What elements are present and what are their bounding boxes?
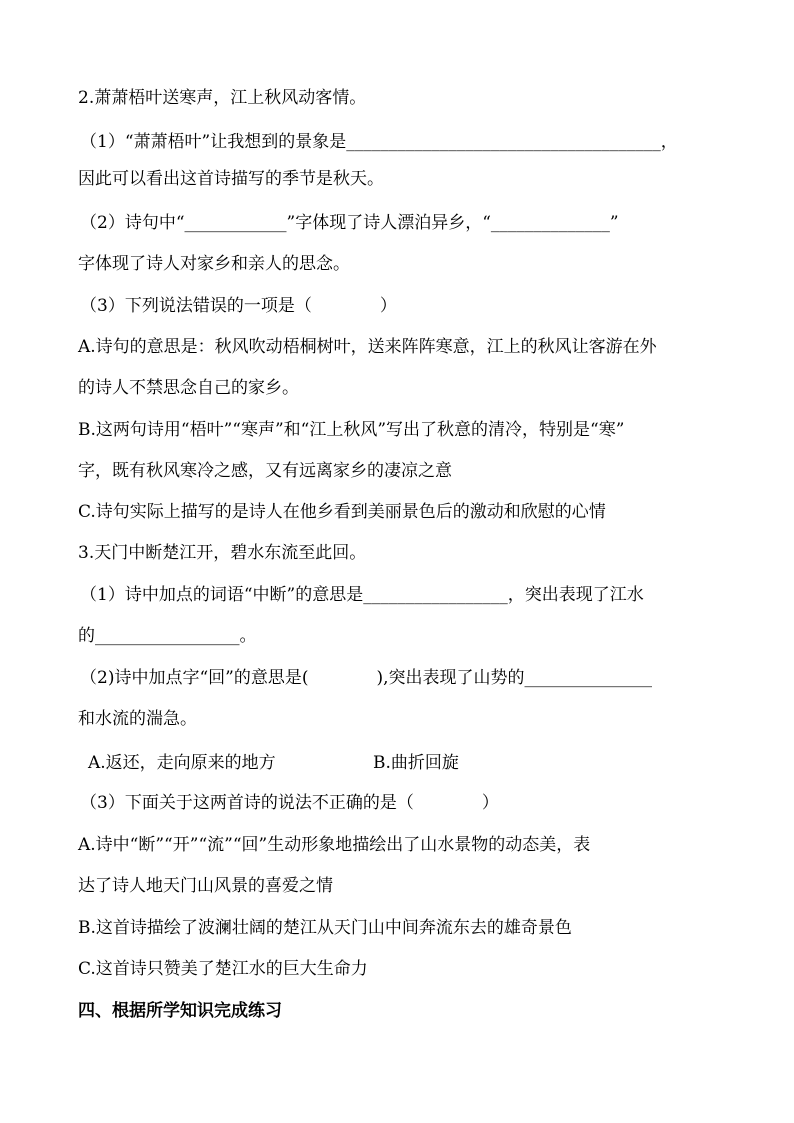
question-3-option-c: C.这首诗只赞美了楚江水的巨大生命力 [78,959,368,979]
question-2-part-1-cont: 因此可以看出这首诗描写的季节是秋天。 [78,169,384,189]
question-3-part-3: （3）下面关于这两首诗的说法不正确的是（ ） [80,793,499,813]
question-2-part-1: （1）“萧萧梧叶”让我想到的景象是_____________________________________， [80,132,678,152]
question-3-part-2: （2)诗中加点字“回”的意思是( ),突出表现了山势的_______________ [80,668,652,688]
question-3-poem-line: 3.天门中断楚江开，碧水东流至此回。 [78,543,367,563]
question-2-option-b-cont: 字，既有秋风寒冷之感，又有远离家乡的凄凉之意 [78,461,452,481]
question-2-part-2-cont: 字体现了诗人对家乡和亲人的思念。 [78,254,350,274]
question-2-option-a: A.诗句的意思是：秋风吹动梧桐树叶，送来阵阵寒意，江上的秋风让客游在外 [78,337,657,357]
question-2-option-a-cont: 的诗人不禁思念自己的家乡。 [78,378,299,398]
question-3-option-b: B.这首诗描绘了波澜壮阔的楚江从天门山中间奔流东去的雄奇景色 [78,918,572,938]
question-3-part-1-cont: 的_________________。 [78,626,257,646]
option-a: A.返还，走向原来的地方 [88,753,276,773]
question-3-part-2-cont: 和水流的湍急。 [78,709,197,729]
question-2-part-2: （2）诗句中“____________”字体现了诗人漂泊异乡，“______________” [80,213,619,233]
section-heading: 四、根据所学知识完成练习 [78,1001,282,1021]
question-2-option-b: B.这两句诗用“梧叶”“寒声”和“江上秋风”写出了秋意的清冷，特别是“寒” [78,420,625,440]
question-2-poem-line: 2.萧萧梧叶送寒声，江上秋风动客情。 [78,88,367,108]
option-b: B.曲折回旋 [373,753,459,773]
question-2-option-c: C.诗句实际上描写的是诗人在他乡看到美丽景色后的激动和欣慰的心情 [78,502,606,522]
question-3-option-a-cont: 达了诗人地天门山风景的喜爱之情 [78,876,333,896]
question-2-part-3: （3）下列说法错误的一项是（ ） [80,296,397,316]
question-3-part-1: （1）诗中加点的词语“中断”的意思是_________________，突出表现了江水 [80,585,644,605]
question-3-option-a: A.诗中“断”“开”“流”“回”生动形象地描绘出了山水景物的动态美，表 [78,835,591,855]
